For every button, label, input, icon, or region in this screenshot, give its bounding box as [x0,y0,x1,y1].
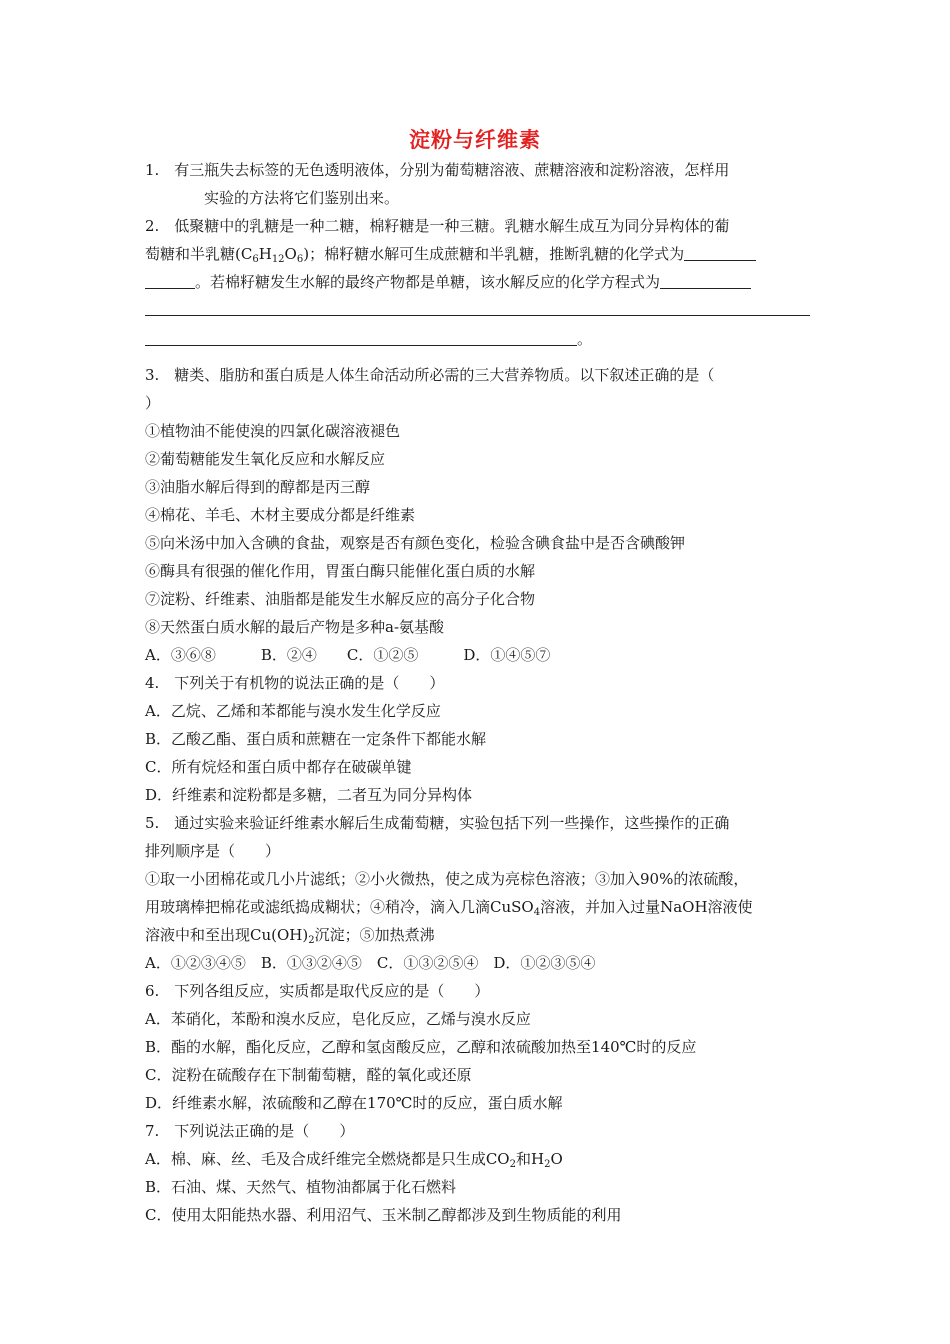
q4-stem: 4. 下列关于有机物的说法正确的是（ ） [145,674,445,692]
q7-a-sub-1: 2 [509,1159,516,1170]
q2-sub-12: 12 [271,254,285,265]
q6-stem: 6. 下列各组反应，实质都是取代反应的是（ ） [145,982,490,1000]
q5-ops-2-a: 用玻璃棒把棉花或滤纸捣成糊状；④稍冷，滴入几滴CuSO [145,898,534,916]
q5-ops-3-b: 沉淀；⑤加热煮沸 [314,926,435,944]
q7-a-sub-2: 2 [544,1159,551,1170]
q5-ops-3-sub: 2 [308,935,315,946]
q3-item-7: ⑦淀粉、纤维素、油脂都是能发生水解反应的高分子化合物 [145,590,536,608]
q5-ops-1: ①取一小团棉花或几小片滤纸；②小火微热，使之成为亮棕色溶液；③加入90%的浓硫酸， [145,870,749,888]
q7-stem: 7. 下列说法正确的是（ ） [145,1122,355,1140]
question-3 [145,361,810,669]
q7-a-1: A．棉、麻、丝、毛及合成纤维完全燃烧都是只生成CO [145,1150,510,1168]
q3-item-8: ⑧天然蛋白质水解的最后产物是多种a-氨基酸 [145,618,445,636]
answer-blank-formula-b[interactable] [145,270,195,289]
q2-line-5 [145,325,810,353]
question-5 [145,809,810,977]
q5-ops-3-a: 溶液中和至出现Cu(OH) [145,926,309,944]
q6-option-c: C．淀粉在硫酸存在下制葡萄糖，醛的氧化或还原 [145,1066,472,1084]
q3-item-6: ⑥酶具有很强的催化作用，胃蛋白酶只能催化蛋白质的水解 [145,562,536,580]
q5-ops-2-b: 溶液，并加入过量NaOH溶液使 [540,898,753,916]
q5-stem-1: 5. 通过实验来验证纤维素水解后生成葡萄糖，实验包括下列一些操作，这些操作的正确 [145,814,730,832]
q3-item-1: ①植物油不能使溴的四氯化碳溶液褪色 [145,422,401,440]
q5-ops-3 [145,921,810,949]
q2-h: H [258,245,272,263]
q3-stem-close: ） [145,394,161,412]
q4-option-a: A．乙烷、乙烯和苯都能与溴水发生化学反应 [145,702,441,720]
q7-option-c: C．使用太阳能热水器、利用沼气、玉米制乙醇都涉及到生物质能的利用 [145,1206,622,1224]
answer-blank-formula-a[interactable] [684,242,756,261]
q7-a-2: 和H [515,1150,545,1168]
q2-end: 。 [577,330,593,348]
question-list [145,156,810,1229]
q2-text-a: 萄糖和半乳糖(C [145,245,253,263]
q2-sub-6b: 6 [296,254,304,265]
q7-option-b: B．石油、煤、天然气、植物油都属于化石燃料 [145,1178,457,1196]
q2-line-1: 2. 低聚糖中的乳糖是一种二糖，棉籽糖是一种三糖。乳糖水解生成互为同分异构体的葡 [145,217,730,235]
q5-ops-2-sub: 4 [533,907,541,918]
question-7 [145,1117,810,1229]
q1-line-2: 实验的方法将它们鉴别出来。 [204,189,400,207]
q4-option-b: B．乙酸乙酯、蛋白质和蔗糖在一定条件下都能水解 [145,730,487,748]
q7-option-a [145,1145,810,1173]
question-1 [145,156,810,212]
q2-text-c: 。若棉籽糖发生水解的最终产物都是单糖，该水解反应的化学方程式为 [195,273,661,291]
q4-option-d: D．纤维素和淀粉都是多糖，二者互为同分异构体 [145,786,473,804]
q2-o: O [284,245,297,263]
q2-line-2 [145,240,810,268]
q3-stem: 3. 糖类、脂肪和蛋白质是人体生命活动所必需的三大营养物质。以下叙述正确的是（ [145,366,715,384]
q4-option-c: C．所有烷烃和蛋白质中都存在破碳单键 [145,758,412,776]
q3-item-4: ④棉花、羊毛、木材主要成分都是纤维素 [145,506,416,524]
q2-line-3 [145,268,810,296]
q1-line-1: 1. 有三瓶失去标签的无色透明液体，分别为葡萄糖溶液、蔗糖溶液和淀粉溶液，怎样用 [145,161,730,179]
q2-sub-6: 6 [252,254,259,265]
question-4 [145,669,810,809]
document-title: 淀粉与纤维素 [409,128,541,152]
q2-text-b: )；棉籽糖水解可生成蔗糖和半乳糖，推断乳糖的化学式为 [303,245,685,263]
q6-option-b: B．酯的水解，酯化反应，乙醇和氢卤酸反应，乙醇和浓硫酸加热至140℃时的反应 [145,1038,697,1056]
answer-blank-equation-b[interactable] [145,296,810,316]
q5-ops-2 [145,893,810,921]
q5-options: A．①②③④⑤ B．①③②④⑤ C．①③②⑤④ D．①②③⑤④ [145,954,596,972]
q7-a-3: O [550,1150,563,1168]
answer-blank-equation-c[interactable] [145,327,577,346]
q3-options: A．③⑥⑧ B．②④ C．①②⑤ D．①④⑤⑦ [145,646,551,664]
answer-blank-equation-a[interactable] [660,270,751,289]
q3-item-2: ②葡萄糖能发生氧化反应和水解反应 [145,450,386,468]
q3-item-3: ③油脂水解后得到的醇都是丙三醇 [145,478,371,496]
question-6 [145,977,810,1117]
q5-stem-2: 排列顺序是（ ） [145,842,281,860]
q6-option-a: A．苯硝化，苯酚和溴水反应，皂化反应，乙烯与溴水反应 [145,1010,531,1028]
question-2 [145,212,810,353]
q3-item-5: ⑤向米汤中加入含碘的食盐，观察是否有颜色变化，检验含碘食盐中是否含碘酸钾 [145,534,686,552]
q6-option-d: D．纤维素水解，浓硫酸和乙醇在170℃时的反应，蛋白质水解 [145,1094,563,1112]
